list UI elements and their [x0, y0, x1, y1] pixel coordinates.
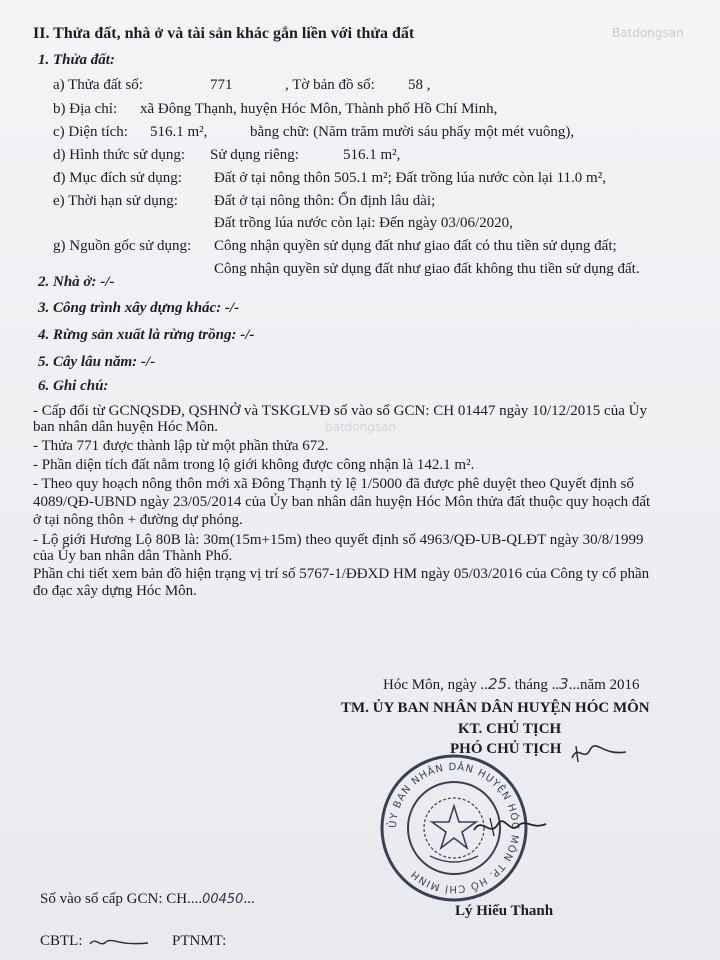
ptnmt-label: PTNMT:	[172, 933, 227, 949]
date-prefix: Hóc Môn, ngày	[383, 677, 477, 693]
notes-heading: 6. Ghi chú:	[38, 378, 109, 394]
signer-name: Lý Hiếu Thanh	[455, 903, 554, 919]
cbtl-initials-icon	[88, 934, 150, 950]
land-heading: 1. Thửa đất:	[38, 52, 115, 68]
house-item: 2. Nhà ở: -/-	[38, 274, 115, 290]
watermark-text: Batdongsan	[612, 26, 684, 40]
date-month: 3	[559, 675, 569, 693]
note-line: của Ủy ban nhân dân Thành Phố.	[33, 548, 233, 564]
note-line: Phần chi tiết xem bản đồ hiện trạng vị trí số 5767-1/ĐĐXD HM ngày 05/03/2016 của Công ty cổ phần	[33, 566, 650, 582]
usage-term-value-2: Đất trồng lúa nước còn lại: Đến ngày 03/06/2020,	[214, 215, 513, 231]
parcel-number-value: 771	[210, 77, 233, 93]
note-line: - Cấp đổi từ GCNQSDĐ, QSHNỞ và TSKGLVĐ số vào sổ GCN: CH 01447 ngày 10/12/2015 của Ủy	[33, 403, 647, 419]
usage-origin-value-2: Công nhận quyền sử dụng đất như giao đất không thu tiền sử dụng đất.	[214, 261, 640, 277]
note-line: 4089/QĐ-UBND ngày 23/05/2014 của Ủy ban nhân dân huyện Hóc Môn thửa đất thuộc quy hoạch đất	[33, 494, 651, 510]
usage-form-value: Sử dụng riêng:	[210, 147, 299, 163]
map-sheet-label: , Tờ bản đồ số:	[285, 77, 375, 93]
gcn-label: Số vào sổ cấp GCN: CH....	[40, 891, 203, 907]
usage-purpose-label: đ) Mục đích sử dụng:	[53, 170, 182, 186]
date-month-label: . tháng ..	[507, 677, 560, 693]
address-label: b) Địa chỉ:	[53, 101, 118, 117]
note-line: ban nhân dân huyện Hóc Môn.	[33, 419, 218, 435]
gcn-registration	[40, 891, 255, 908]
usage-term-value-1: Đất ở tại nông thôn: Ổn định lâu dài;	[214, 193, 436, 209]
seal-text: ỦY BAN NHÂN DÂN HUYỆN HÓC MÔN TP. HỒ CHÍ MINH	[387, 761, 521, 895]
area-in-words: bằng chữ: (Năm trăm mười sáu phẩy một mét vuông),	[250, 124, 575, 140]
watermark-logo	[612, 26, 684, 40]
usage-origin-value-1: Công nhận quyền sử dụng đất như giao đất có thu tiền sử dụng đất;	[214, 238, 617, 254]
note-line: - Thửa 771 được thành lập từ một phần thửa 672.	[33, 438, 329, 454]
forest-item: 4. Rừng sản xuất là rừng trồng: -/-	[38, 327, 255, 343]
signing-organization: TM. ỦY BAN NHÂN DÂN HUYỆN HÓC MÔN	[341, 700, 650, 716]
date-year: ...năm 2016	[568, 677, 640, 693]
note-line: - Lộ giới Hương Lộ 80B là: 30m(15m+15m) theo quyết định số 4963/QĐ-UB-QLĐT ngày 30/8/1999	[33, 532, 644, 548]
date-dots: ..	[480, 677, 488, 693]
note-line: ở tại nông thôn + đường dự phóng.	[33, 512, 243, 528]
signature-flourish-icon	[568, 740, 628, 766]
perennial-trees-item: 5. Cây lâu năm: -/-	[38, 354, 156, 370]
usage-term-label: e) Thời hạn sử dụng:	[53, 193, 178, 209]
signer-title-1: KT. CHỦ TỊCH	[458, 721, 562, 737]
area-label: c) Diện tích:	[53, 124, 128, 140]
date-line	[383, 675, 640, 694]
note-line: - Phần diện tích đất nằm trong lộ giới không được công nhận là 142.1 m².	[33, 457, 475, 473]
gcn-number: 00450	[202, 892, 244, 907]
watermark-center: batdongsan	[325, 420, 397, 434]
note-line: - Theo quy hoạch nông thôn mới xã Đông Thạnh tỷ lệ 1/5000 đã được phê duyệt theo Quyết định số	[33, 476, 634, 492]
usage-purpose-value: Đất ở tại nông thôn 505.1 m²; Đất trồng lúa nước còn lại 11.0 m²,	[214, 170, 606, 186]
usage-form-label: d) Hình thức sử dụng:	[53, 147, 186, 163]
construction-item: 3. Công trình xây dựng khác: -/-	[38, 300, 240, 316]
gcn-dots: ...	[243, 891, 255, 907]
section-heading: II. Thửa đất, nhà ở và tài sản khác gắn liền với thửa đất	[33, 25, 415, 42]
cbtl-label: CBTL:	[40, 933, 83, 949]
usage-origin-label: g) Nguồn gốc sử dụng:	[53, 238, 192, 254]
parcel-number-label: a) Thửa đất số:	[53, 77, 143, 93]
date-day: 25	[488, 675, 508, 693]
address-value: xã Đông Thạnh, huyện Hóc Môn, Thành phố Hồ Chí Minh,	[140, 101, 498, 117]
handwritten-signature-icon	[470, 808, 550, 842]
note-line: đo đạc xây dựng Hóc Môn.	[33, 583, 197, 599]
map-sheet-value: 58 ,	[408, 77, 431, 93]
usage-form-area: 516.1 m²,	[343, 147, 401, 163]
area-value: 516.1 m²,	[150, 124, 208, 140]
signer-title-2: PHÓ CHỦ TỊCH	[450, 741, 562, 757]
